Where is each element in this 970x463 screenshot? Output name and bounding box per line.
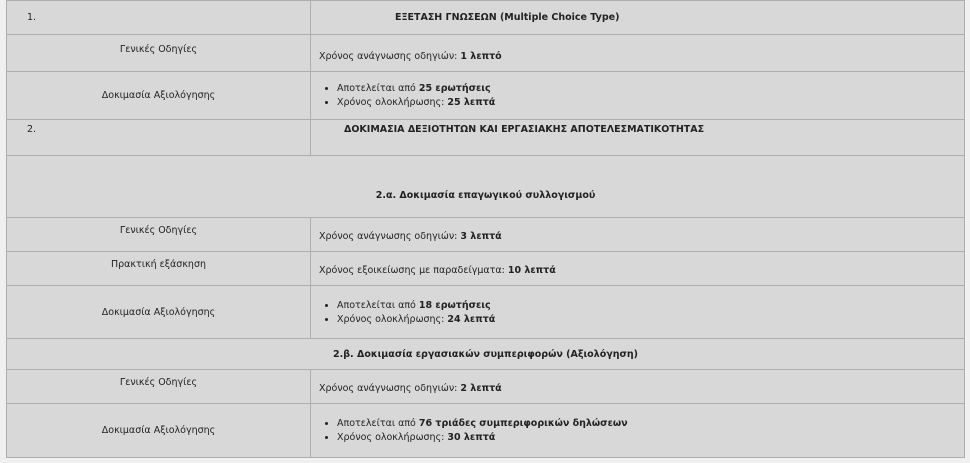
sub-a-general-cell [311,218,965,252]
sub-b-assessment-line2-text: Χρόνος ολοκλήρωσης: [337,432,448,443]
section-1-assessment-line1-value: 25 ερωτήσεις [418,83,491,94]
section-2-number: 2. [7,120,311,156]
section-1-assessment-line2-text: Χρόνος ολοκλήρωσης: [337,97,448,108]
section-2-header-row [7,120,965,156]
sub-b-general-label: Γενικές Οδηγίες [7,370,311,404]
section-1-header-row [7,1,965,35]
list-item [337,314,956,325]
table-row [7,370,965,404]
sub-a-assessment-list [319,300,956,325]
table-row [7,35,965,72]
list-item [337,83,956,94]
section-1-general-label: Γενικές Οδηγίες [7,35,311,72]
section-1-general-text: Χρόνος ανάγνωσης οδηγιών: [319,50,461,62]
list-item [337,418,956,429]
sub-a-title-row [7,156,965,218]
sub-b-general-cell [311,370,965,404]
sub-b-assessment-line2-value: 30 λεπτά [447,432,496,443]
sub-b-title: 2.β. Δοκιμασία εργασιακών συμπεριφορών (Αξιολόγηση) [7,339,965,370]
section-1-number: 1. [7,1,311,35]
sub-b-assessment-list [319,418,956,443]
section-1-assessment-list [319,83,956,108]
sub-a-assessment-line1-value: 18 ερωτήσεις [418,299,491,311]
sub-a-practice-label: Πρακτική εξάσκηση [7,252,311,286]
table-row [7,252,965,286]
sub-b-general-value: 2 λεπτά [460,383,502,394]
sub-a-practice-value: 10 λεπτά [507,265,556,276]
table-row [7,218,965,252]
sub-a-general-value: 3 λεπτά [460,231,502,242]
sub-a-general-text: Χρόνος ανάγνωσης οδηγιών: [319,231,461,242]
sub-a-title: 2.α. Δοκιμασία επαγωγικού συλλογισμού [7,156,965,218]
section-1-general-cell [311,35,965,72]
table-row [7,72,965,120]
sub-b-assessment-line1-value: 76 τριάδες συμπεριφορικών δηλώσεων [418,418,628,429]
sub-a-assessment-cell [311,286,965,339]
table-row [7,286,965,339]
table-row [7,404,965,458]
section-1-assessment-line1-text: Αποτελείται από [337,83,419,94]
list-item [337,432,956,443]
sub-a-general-label: Γενικές Οδηγίες [7,218,311,252]
section-1-assessment-cell [311,72,965,120]
sub-b-title-row [7,339,965,370]
sub-a-practice-text: Χρόνος εξοικείωσης με παραδείγματα: [319,265,508,276]
list-item [337,300,956,311]
exam-schedule-table [6,0,965,458]
section-1-assessment-label: Δοκιμασία Αξιολόγησης [7,72,311,120]
section-1-general-value: 1 λεπτό [460,50,502,62]
sub-b-general-text: Χρόνος ανάγνωσης οδηγιών: [319,383,461,394]
list-item [337,97,956,108]
section-2-title: ΔΟΚΙΜΑΣΙΑ ΔΕΞΙΟΤΗΤΩΝ ΚΑΙ ΕΡΓΑΣΙΑΚΗΣ ΑΠΟΤΕΛΕΣΜΑΤΙΚΟΤΗΤΑΣ [311,120,965,156]
sub-a-practice-cell [311,252,965,286]
sub-a-assessment-line2-value: 24 λεπτά [447,313,496,325]
sub-b-assessment-label: Δοκιμασία Αξιολόγησης [7,404,311,458]
sub-a-assessment-line1-text: Αποτελείται από [337,299,419,311]
section-1-title: ΕΞΕΤΑΣΗ ΓΝΩΣΕΩΝ (Multiple Choice Type) [311,1,965,35]
sub-a-assessment-line2-text: Χρόνος ολοκλήρωσης: [337,313,448,325]
sub-a-assessment-label: Δοκιμασία Αξιολόγησης [7,286,311,339]
sub-b-assessment-cell [311,404,965,458]
sub-b-assessment-line1-text: Αποτελείται από [337,418,419,429]
section-1-assessment-line2-value: 25 λεπτά [447,97,496,108]
